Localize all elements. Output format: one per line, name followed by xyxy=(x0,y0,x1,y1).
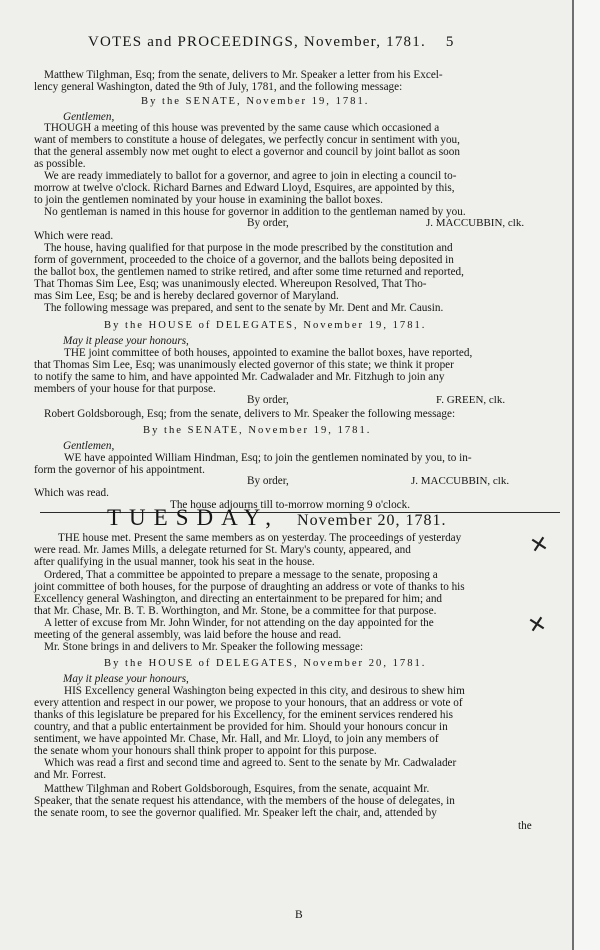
day-heading xyxy=(107,505,447,531)
day-heading-date: November 20, 1781. xyxy=(297,512,447,529)
text-line: and Mr. Forrest. xyxy=(34,769,107,781)
text-line: Which was read. xyxy=(34,487,109,499)
text-line: morrow at twelve o'clock. Richard Barnes and Edward Lloyd, Esquires, are appointed by this, xyxy=(34,182,455,194)
by-order: By order, xyxy=(247,475,289,487)
text-line: Matthew Tilghman and Robert Goldsborough, Esquires, from the senate, acquaint Mr. xyxy=(44,783,430,795)
adjournment-line: The house adjourns till to-morrow morning 9 o'clock. xyxy=(170,499,411,511)
page-number: 5 xyxy=(445,34,455,50)
text-line: We are ready immediately to ballot for a governor, and agree to join in electing a council to- xyxy=(44,170,457,182)
text-line: joint committee of both houses, for the purpose of draughting an address or vote of thanks to his xyxy=(34,581,465,593)
clerk-signature: J. MACCUBBIN, clk. xyxy=(426,217,525,229)
running-head-title: VOTES and PROCEEDINGS, November, 1781. xyxy=(88,34,426,50)
text-line: meeting of the general assembly, was laid before the house and read. xyxy=(34,629,342,641)
text-line: form the governor of his appointment. xyxy=(34,464,205,476)
delegates-heading: By the HOUSE of DELEGATES, November 19, 1781. xyxy=(104,320,427,331)
text-line: WE have appointed William Hindman, Esq; to join the gentlemen nominated by you, to in- xyxy=(64,452,472,464)
clerk-signature: F. GREEN, clk. xyxy=(436,394,506,406)
day-heading-name: TUESDAY, xyxy=(107,505,280,530)
clerk-signature: J. MACCUBBIN, clk. xyxy=(411,475,510,487)
text-line: Speaker, that the senate request his attendance, with the members of the house of delegates, in xyxy=(34,795,455,807)
text-line: Mr. Stone brings in and delivers to Mr. Speaker the following message: xyxy=(44,641,364,653)
text-line: that Thomas Sim Lee, Esq; was unanimously elected governor of this state; we think it proper xyxy=(34,359,454,371)
text-line: THE house met. Present the same members as on yesterday. The proceedings of yesterday xyxy=(58,532,462,544)
text-line: THOUGH a meeting of this house was prevented by the same cause which occasioned a xyxy=(44,122,440,134)
text-line: as possible. xyxy=(34,158,86,170)
delegates-heading: By the HOUSE of DELEGATES, November 20, 1781. xyxy=(104,658,427,669)
text-line: the senate room, to see the governor qualified. Mr. Speaker left the chair, and, attended by xyxy=(34,807,437,819)
senate-heading: By the SENATE, November 19, 1781. xyxy=(141,96,370,107)
text-line: that the general assembly now met ought to elect a governor and council by joint ballot as soon xyxy=(34,146,460,158)
text-line: Ordered, That a committee be appointed to prepare a message to the senate, proposing a xyxy=(44,569,438,581)
salutation: May it please your honours, xyxy=(63,335,189,347)
text-line: mas Sim Lee, Esq; be and is hereby declared governor of Maryland. xyxy=(34,290,339,302)
catchword: the xyxy=(518,820,532,832)
right-margin-strip xyxy=(574,0,600,950)
senate-heading: By the SENATE, November 19, 1781. xyxy=(143,425,372,436)
text-line: members of your house for that purpose. xyxy=(34,383,216,395)
text-line: want of members to constitute a house of delegates, we perfectly concur in sentiment with you, xyxy=(34,134,460,146)
margin-cross-mark: ✕ xyxy=(527,530,551,559)
margin-cross-mark: ✕ xyxy=(525,610,549,639)
text-line: form of government, proceeded to the choice of a governor, and the ballots being deposited in xyxy=(34,254,454,266)
salutation: Gentlemen, xyxy=(63,111,115,123)
salutation: Gentlemen, xyxy=(63,440,115,452)
by-order: By order, xyxy=(247,217,289,229)
text-line: to notify the same to him, and have appointed Mr. Cadwalader and Mr. Fitzhugh to join any xyxy=(34,371,445,383)
text-line: Which were read. xyxy=(34,230,114,242)
text-line: Robert Goldsborough, Esq; from the senate, delivers to Mr. Speaker the following message: xyxy=(44,408,456,420)
text-line: that Mr. Chase, Mr. B. T. B. Worthington, and Mr. Stone, be a committee for that purpose. xyxy=(34,605,437,617)
text-line: Which was read a first and second time and agreed to. Sent to the senate by Mr. Cadwalader xyxy=(44,757,457,769)
text-line: lency general Washington, dated the 9th of July, 1781, and the following message: xyxy=(34,81,403,93)
text-line: sentiment, we have appointed Mr. Chase, Mr. Hall, and Mr. Lloyd, to join any members of xyxy=(34,733,439,745)
text-line: to join the gentlemen nominated by your house in examining the ballot boxes. xyxy=(34,194,383,206)
text-line: the ballot box, the gentlemen named to strike retired, and after some time returned and reported, xyxy=(34,266,464,278)
text-line: were read. Mr. James Mills, a delegate returned for St. Mary's county, appeared, and xyxy=(34,544,411,556)
text-line: HIS Excellency general Washington being expected in this city, and desirous to shew him xyxy=(64,685,465,697)
text-line: Excellency general Washington, and directing an entertainment to be prepared for him; and xyxy=(34,593,443,605)
by-order: By order, xyxy=(247,394,289,406)
text-line: No gentleman is named in this house for governor in addition to the gentleman named by you. xyxy=(44,206,466,218)
text-line: The house, having qualified for that purpose in the mode prescribed by the constitution and xyxy=(44,242,453,254)
text-line: That Thomas Sim Lee, Esq; was unanimously elected. Whereupon Resolved, That Tho- xyxy=(34,278,427,290)
text-line: country, and that a public entertainment be provided for him. Should your honours concur in xyxy=(34,721,448,733)
page-binding-rule xyxy=(572,0,574,950)
text-line: after qualifying in the usual manner, took his seat in the house. xyxy=(34,556,315,568)
text-line: thanks of this legislature be prepared for his Excellency, for the eminent services rendered his xyxy=(34,709,453,721)
text-line: A letter of excuse from Mr. John Winder, for not attending on the day appointed for the xyxy=(44,617,434,629)
running-head xyxy=(88,34,455,51)
text-line: Matthew Tilghman, Esq; from the senate, delivers to Mr. Speaker a letter from his Excel- xyxy=(44,69,443,81)
signature-mark: B xyxy=(295,909,303,921)
salutation: May it please your honours, xyxy=(63,673,189,685)
text-line: the senate whom your honours shall think proper to appoint for this purpose. xyxy=(34,745,377,757)
text-line: The following message was prepared, and sent to the senate by Mr. Dent and Mr. Causin. xyxy=(44,302,444,314)
text-line: THE joint committee of both houses, appointed to examine the ballot boxes, have reported, xyxy=(64,347,473,359)
text-line: every attention and respect in our power, we propose to your honours, that an address or vote of xyxy=(34,697,463,709)
